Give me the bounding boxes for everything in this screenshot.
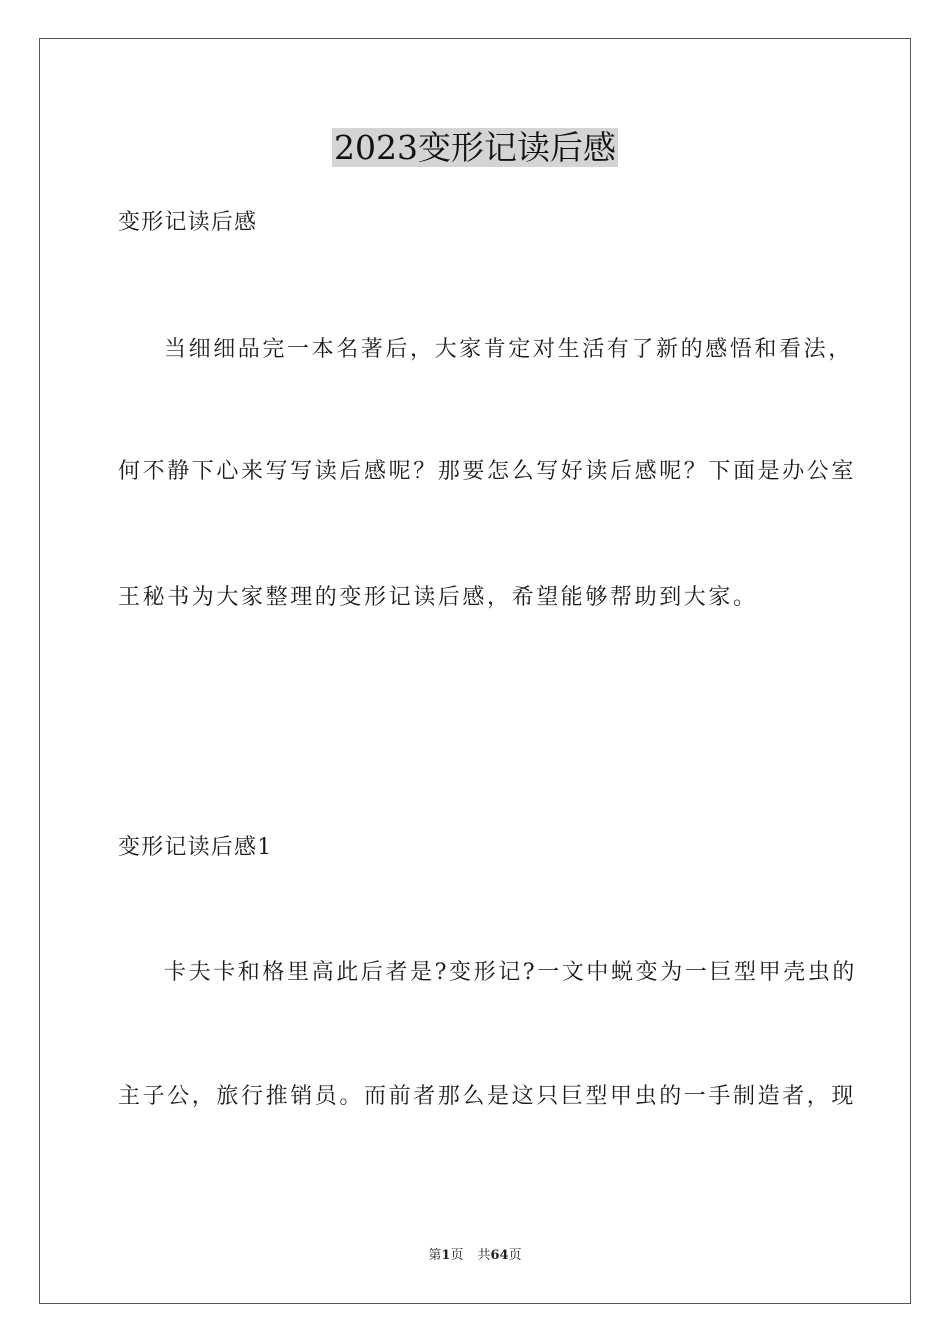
- intro-line-1: 当细细品完一本名著后，大家肯定对生活有了新的感悟和看法，: [164, 337, 853, 362]
- section1-line-2: 主子公，旅行推销员。而前者那么是这只巨型甲虫的一手制造者，现: [118, 1084, 857, 1109]
- footer-total-suffix: 页: [508, 1248, 522, 1263]
- footer-page-suffix: 页: [450, 1248, 464, 1263]
- document-heading: 变形记读后感: [118, 210, 258, 235]
- section1-heading: 变形记读后感1: [118, 835, 273, 860]
- footer-page-current: 1: [441, 1248, 451, 1263]
- intro-line-3: 王秘书为大家整理的变形记读后感，希望能够帮助到大家。: [118, 585, 758, 610]
- section1-line-1: 卡夫卡和格里高此后者是?变形记?一文中蜕变为一巨型甲壳虫的: [164, 960, 857, 985]
- footer-page-prefix: 第: [428, 1248, 442, 1263]
- intro-line-2: 何不静下心来写写读后感呢？那要怎么写好读后感呢？下面是办公室: [118, 459, 857, 484]
- footer-page-total: 64: [490, 1248, 509, 1263]
- footer-total-prefix: 共: [477, 1248, 491, 1263]
- document-title-text: 2023变形记读后感: [334, 128, 616, 167]
- page-footer: [0, 1247, 950, 1265]
- document-title: [0, 128, 950, 168]
